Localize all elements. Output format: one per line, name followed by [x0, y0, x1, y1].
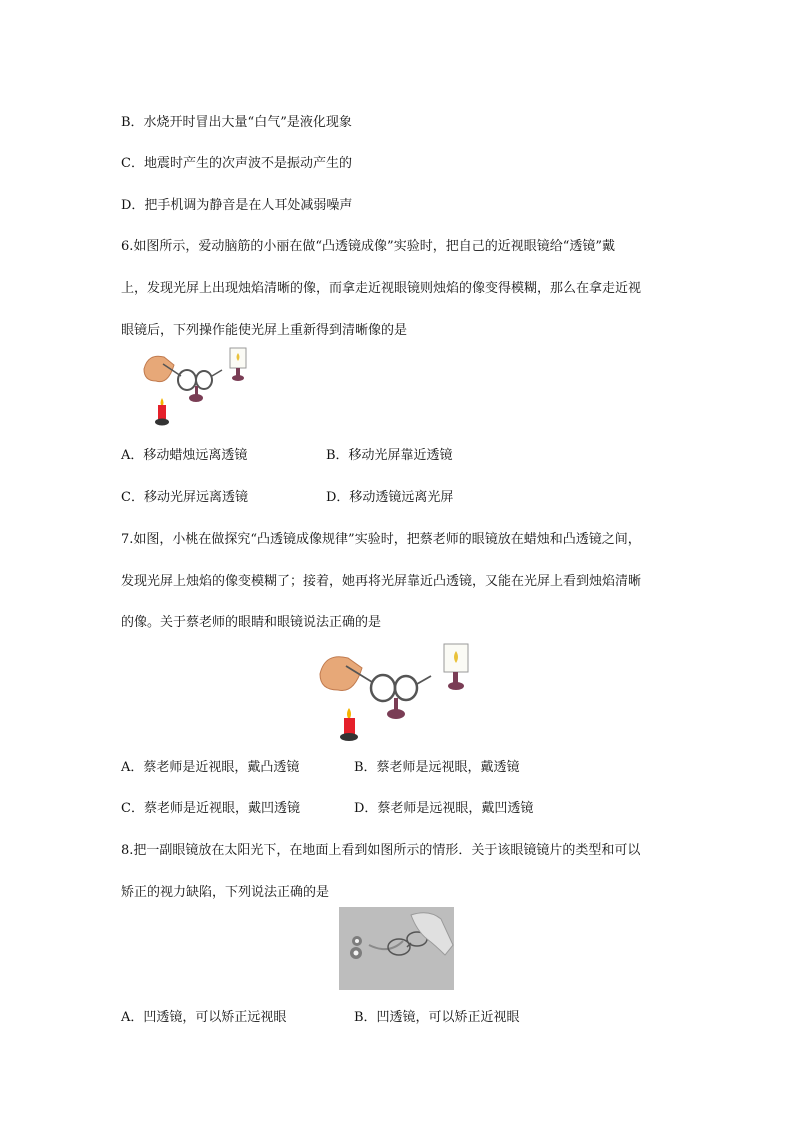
q7-option-b: B．蔡老师是远视眼，戴透镜 [354, 760, 520, 775]
q6-lens-experiment-figure [141, 342, 251, 427]
q6-option-c: C．移动光屏远离透镜 [121, 490, 248, 505]
option-d-prev: D．把手机调为静音是在人耳处减弱噪声 [121, 198, 353, 213]
q6-stem-line3: 眼镜后，下列操作能使光屏上重新得到清晰像的是 [121, 323, 408, 338]
q6-option-a: A．移动蜡烛远离透镜 [121, 448, 248, 463]
q7-option-d: D．蔡老师是远视眼，戴凹透镜 [354, 801, 534, 816]
q7-option-c: C．蔡老师是近视眼，戴凹透镜 [121, 801, 300, 816]
q8-glasses-sunlight-photo [339, 907, 454, 990]
q6-stem-line2: 上，发现光屏上出现烛焰清晰的像，而拿走近视眼镜则烛焰的像变得模糊，那么在拿走近视 [121, 281, 642, 296]
option-c-prev: C．地震时产生的次声波不是振动产生的 [121, 156, 352, 171]
q8-option-b: B．凹透镜，可以矫正近视眼 [354, 1010, 520, 1025]
q6-stem-line1: 6.如图所示，爱动脑筋的小丽在做“凸透镜成像”实验时，把自己的近视眼镜给“透镜”戴 [121, 239, 615, 254]
q7-stem-line2: 发现光屏上烛焰的像变模糊了；接着，她再将光屏靠近凸透镜，又能在光屏上看到烛焰清晰 [121, 574, 642, 589]
q7-lens-experiment-figure [316, 636, 476, 742]
q7-stem-line3: 的像。关于蔡老师的眼睛和眼镜说法正确的是 [121, 615, 382, 630]
q8-stem-line2: 矫正的视力缺陷，下列说法正确的是 [121, 885, 330, 900]
q7-stem-line1: 7.如图，小桃在做探究“凸透镜成像规律”实验时，把蔡老师的眼镜放在蜡烛和凸透镜之间， [121, 532, 641, 547]
q8-option-a: A．凹透镜，可以矫正远视眼 [121, 1010, 287, 1025]
option-b-prev: B．水烧开时冒出大量“白气”是液化现象 [121, 115, 352, 130]
q6-option-b: B．移动光屏靠近透镜 [326, 448, 453, 463]
q7-option-a: A．蔡老师是近视眼，戴凸透镜 [121, 760, 300, 775]
q6-option-d: D．移动透镜远离光屏 [326, 490, 454, 505]
q8-stem-line1: 8.把一副眼镜放在太阳光下，在地面上看到如图所示的情形．关于该眼镜镜片的类型和可以 [121, 843, 641, 858]
